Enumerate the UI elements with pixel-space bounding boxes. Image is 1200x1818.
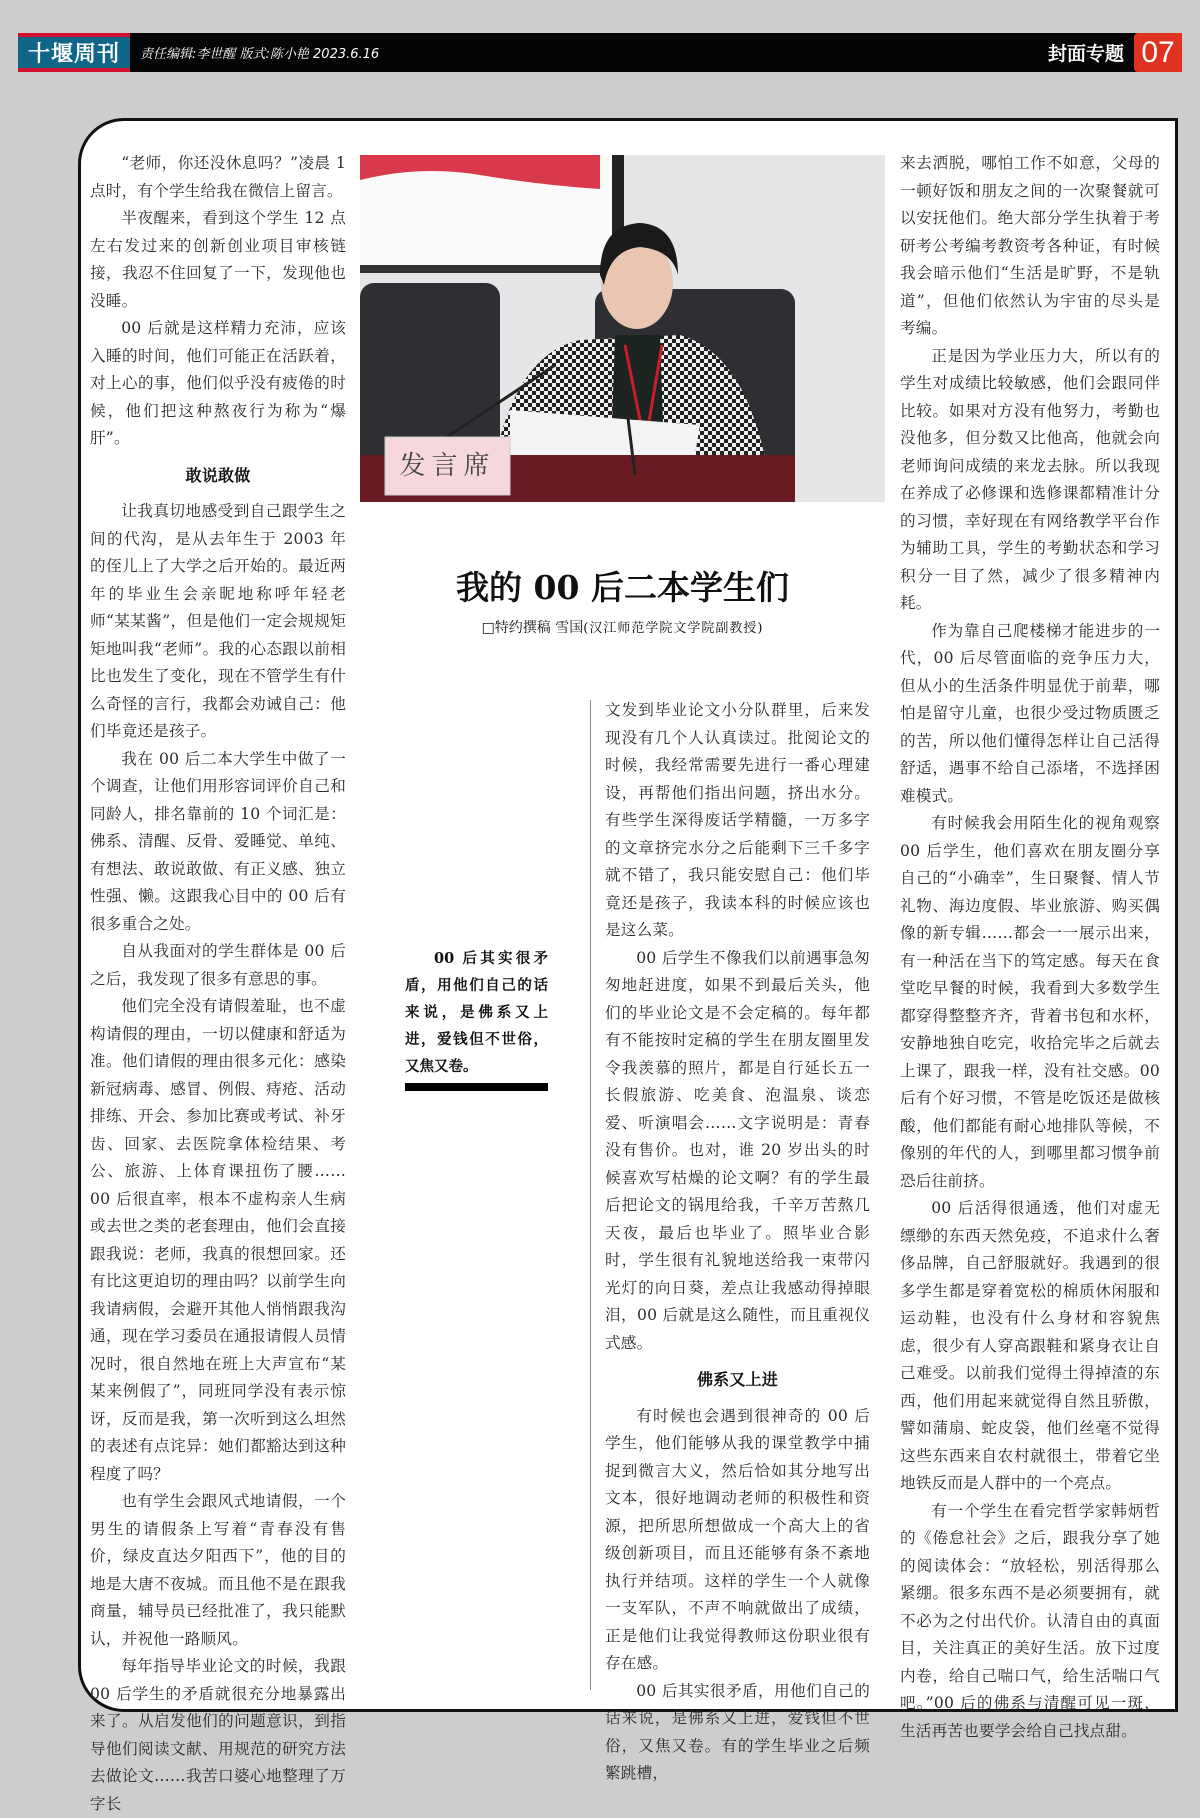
paragraph: 让我真切地感受到自己跟学生之间的代沟，是从去年生于 2003 年的侄儿上了大学之后开始的。最近两年的毕业生会亲昵地称呼年轻老师“某某酱”，但是他们一定会规规矩矩地叫我“老师”。我的心态跟以前相比也发生了变化，现在不管学生有什么奇怪的言行，我都会劝诫自己：他们毕竟还是孩子。 <box>90 502 346 740</box>
paragraph: 也有学生会跟风式地请假，一个男生的请假条上写着“青春没有售价，绿皮直达夕阳西下”，他的目的地是大唐不夜城。而且他不是在跟我商量，辅导员已经批准了，我只能默认，并祝他一路顺风。 <box>90 1492 346 1648</box>
subheading: 敢说敢做 <box>185 465 251 485</box>
paragraph: 文发到毕业论文小分队群里，后来发现没有几个人认真读过。批阅论文的时候，我经常需要先进行一番心理建设，再帮他们指出问题，挤出水分。有些学生深得废话学精髓，一万多字的文章挤完水分之后能剩下三千多字就不错了，我只能安慰自己：他们毕竟还是孩子，我读本科的时候应该也是这么菜。 <box>605 701 870 939</box>
paragraph: 00 后其实很矛盾，用他们自己的话来说，是佛系又上进，爱钱但不世俗，又焦又卷。有的学生毕业之后频繁跳槽， <box>605 1681 870 1782</box>
paragraph: 正是因为学业压力大，所以有的学生对成绩比较敏感，他们会跟同伴比较。如果对方没有他努力，考勤也没他多，但分数又比他高，他就会向老师询问成绩的来龙去脉。所以我现在养成了必修课和选修课都精准计分的习惯，幸好现在有网络教学平台作为辅助工具，学生的考勤状态和学习积分一目了然，减少了很多精神内耗。 <box>900 346 1160 612</box>
publication-logo: 十堰周刊 <box>18 33 130 72</box>
paragraph: 00 后活得很通透，他们对虚无缥缈的东西天然免疫，不追求什么奢侈品牌，自己舒服就好。我遇到的很多学生都是穿着宽松的棉质休闲服和运动鞋，也没有什么身材和容貌焦虑，很少有人穿高跟鞋和紧身衣让自己难受。以前我们觉得土得掉渣的东西，他们用起来就觉得自然且骄傲，譬如蒲扇、蛇皮袋，他们丝毫不觉得这些东西来自农村就很土，带着它坐地铁反而是人群中的一个亮点。 <box>900 1199 1160 1492</box>
paragraph: 来去洒脱，哪怕工作不如意，父母的一顿好饭和朋友之间的一次聚餐就可以安抚他们。绝大部分学生执着于考研考公考编考教资考各种证，有时候我会暗示他们“生活是旷野，不是轨道”，但他们依然认为宇宙的尽头是考编。 <box>900 154 1160 337</box>
paragraph: 有一个学生在看完哲学家韩炳哲的《倦怠社会》之后，跟我分享了她的阅读体会：“放轻松，别活得那么紧绷。很多东西不是必须要拥有，就不必为之付出代价。认清自由的真面目，关注真正的美好生活。放下过度内卷，给自己喘口气，给生活喘口气吧。”00 后的佛系与清醒可见一斑，生活再苦也要学会给自己找点甜。 <box>900 1501 1160 1740</box>
byline <box>360 617 885 637</box>
column-1 <box>90 150 346 1813</box>
byline-author: □特约撰稿 雪国 <box>481 620 584 636</box>
pull-quote-text: 00 后其实很矛盾，用他们自己的话来说，是佛系又上进，爱钱但不世俗，又焦又卷。 <box>405 950 548 1075</box>
subheading: 佛系又上进 <box>696 1370 778 1389</box>
speaker-photo <box>360 155 885 502</box>
section-title: 封面专题 <box>1047 43 1124 65</box>
speaker-placard: 发言席 <box>399 451 496 481</box>
article-title: 我的 00 后二本学生们 <box>456 568 789 607</box>
pull-quote <box>405 945 548 1080</box>
page-number: 07 <box>1134 33 1182 72</box>
editor-credits: 责任编辑:李世醒 版式:陈小艳 2023.6.16 <box>140 47 380 62</box>
column-3 <box>605 697 870 1782</box>
paragraph: 作为靠自己爬楼梯才能进步的一代，00 后尽管面临的竞争压力大，但从小的生活条件明显优于前辈，哪怕是留守儿童，也很少受过物质匮乏的苦，所以他们懂得怎样让自己活得舒适，遇事不给自己添堵，不选择困难模式。 <box>900 621 1160 805</box>
column-4 <box>900 150 1160 1740</box>
pull-quote-bar <box>405 1083 548 1091</box>
paragraph: 半夜醒来，看到这个学生 12 点左右发过来的创新创业项目审核链接，我忍不住回复了一下，发现他也没睡。 <box>90 209 346 310</box>
paragraph: 自从我面对的学生群体是 00 后之后，我发现了很多有意思的事。 <box>90 942 346 988</box>
paragraph: 00 后学生不像我们以前遇事急匆匆地赶进度，如果不到最后关头，他们的毕业论文是不会定稿的。每年都有不能按时定稿的学生在朋友圈里发令我羡慕的照片，都是自行延长五一长假旅游、吃美食、泡温泉、谈恋爱、听演唱会……文字说明是：青春没有售价。也对，谁 20 岁出头的时候喜欢写枯燥的论文啊？有的学生最后把论文的锅甩给我，千辛万苦熬几天夜，最后也毕业了。照毕业合影时，学生很有礼貌地送给我一束带闪光灯的向日葵，差点让我感动得掉眼泪，00 后就是这么随性，而且重视仪式感。 <box>605 948 870 1352</box>
column-divider <box>590 700 591 1690</box>
paragraph: 他们完全没有请假羞耻，也不虚构请假的理由，一切以健康和舒适为准。他们请假的理由很多元化：感染新冠病毒、感冒、例假、痔疮、活动排练、开会、参加比赛或考试、补牙齿、回家、去医院拿体检结果、考公、旅游、上体育课扭伤了腰……00 后很直率，根本不虚构亲人生病或去世之类的老套理由，他们会直接跟我说：老师，我真的很想回家。还有比这更迫切的理由吗？以前学生向我请病假，会避开其他人悄悄跟我沟通，现在学习委员在通报请假人员情况时，很自然地在班上大声宣布“某某来例假了”，同班同学没有表示惊讶，反而是我，第一次听到这么坦然的表述有点诧异：她们都豁达到这种程度了吗？ <box>90 997 346 1483</box>
paragraph: “老师，你还没休息吗？”凌晨 1 点时，有个学生给我在微信上留言。 <box>90 154 346 200</box>
paragraph: 有时候我会用陌生化的视角观察 00 后学生，他们喜欢在朋友圈分享自己的“小确幸”，生日聚餐、情人节礼物、海边度假、毕业旅游、购买偶像的新专辑……都会一一展示出来，有一种活在当下的笃定感。每天在食堂吃早餐的时候，我看到大多数学生都穿得整整齐齐，背着书包和水杯，安静地独自吃完，收拾完毕之后就去上课了，跟我一样，没有社交感。00 后有个好习惯，不管是吃饭还是做核酸，他们都能有耐心地排队等候，不像别的年代的人，到哪里都习惯争前恐后往前挤。 <box>900 814 1160 1190</box>
paragraph: 有时候也会遇到很神奇的 00 后学生，他们能够从我的课堂教学中捕捉到微言大义，然后恰如其分地写出文本，很好地调动老师的积极性和资源，把所思所想做成一个高大上的省级创新项目，而且还能够有条不紊地执行并结项。这样的学生一个人就像一支军队，不声不响就做出了成绩，正是他们让我觉得教师这份职业很有存在感。 <box>605 1406 870 1672</box>
masthead-bar <box>18 33 1182 72</box>
byline-affiliation: (汉江师范学院文学院副教授) <box>583 621 764 636</box>
paragraph: 00 后就是这样精力充沛，应该入睡的时间，他们可能正在活跃着，对上心的事，他们似乎没有疲倦的时候，他们把这种熬夜行为称为“爆肝”。 <box>90 319 346 447</box>
paragraph: 每年指导毕业论文的时候，我跟 00 后学生的矛盾就很充分地暴露出来了。从启发他们的问题意识，到指导他们阅读文献、用规范的研究方法去做论文……我苦口婆心地整理了万字长 <box>90 1657 346 1813</box>
paragraph: 我在 00 后二本大学生中做了一个调查，让他们用形容词评价自己和同龄人，排名靠前的 10 个词汇是：佛系、清醒、反骨、爱睡觉、单纯、有想法、敢说敢做、有正义感、独立性强、懒。这跟我心目中的 00 后有很多重合之处。 <box>90 749 346 933</box>
